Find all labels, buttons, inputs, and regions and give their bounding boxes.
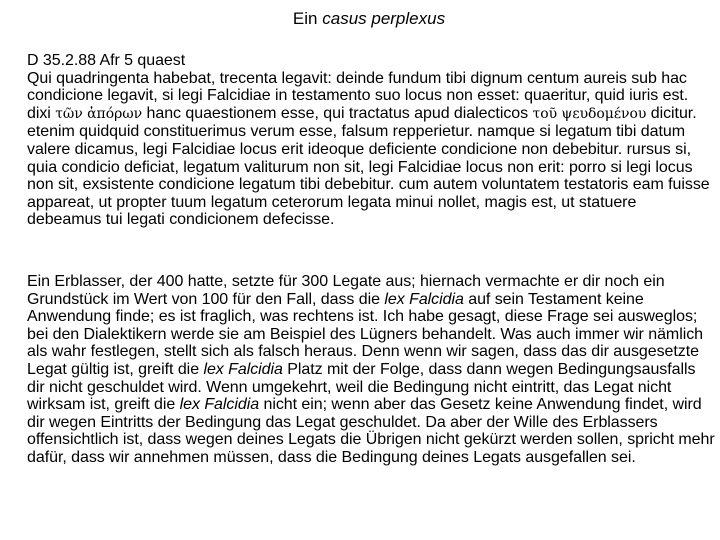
german-text-part2: auf sein Testament keine Anwendung finde; es ist fraglich, was rechtens ist. Ich habe gesagt, diese Frage sei ausweglos; bei den Dialektikern werde sie am Beispiel des Lügners behandelt. Was auch immer wir nämlich als wahr festlegen, stellt sich als falsch heraus. Denn wenn wir sagen, dass das dir ausgesetzte Legat gültig ist, greift die bbox=[27, 290, 704, 378]
german-text-part1: Ein Erblasser, der 400 hatte, setzte für 300 Legate aus; hiernach vermachte er dir noch ein Grundstück im Wert von 100 für den Fall, dass die bbox=[27, 273, 665, 308]
latin-text-part3: dicitur. etenim quidquid constituerimus verum esse, falsum repperietur. namque si legatum tibi datum valere dicamus, legi Falcidiae locus erit ideoque deficiente condicione non debebitur. rursus si, quia condicio deficiat, legatum valiturum non sit, legi Falcidiae locus non erit: porro si legi locus non sit, exsistente condicione legatum tibi debebitur. cum autem voluntatem testatoris eam fuisse appareat, ut propter tuum legatum ceterorum legata minui nollet, magis est, ut statuere debeamus tui legati condicionem defecisse. bbox=[27, 104, 710, 229]
lex-falcidia-term-2: lex Falcidia bbox=[203, 360, 283, 378]
greek-phrase-pseudomenou: τοῦ ψευδομένου bbox=[532, 105, 647, 122]
latin-source-block bbox=[27, 52, 715, 229]
lex-falcidia-term-1: lex Falcidia bbox=[384, 290, 464, 308]
latin-text-part2: hanc quaestionem esse, qui tractatus apud dialecticos bbox=[146, 104, 529, 122]
title-emphasis: casus perplexus bbox=[322, 9, 446, 28]
page-title bbox=[0, 9, 720, 29]
greek-phrase-aporon: τῶν ἀπόρων bbox=[55, 105, 143, 122]
latin-text bbox=[27, 70, 715, 229]
german-text bbox=[27, 273, 715, 467]
german-text-part3: Platz mit der Folge, dass dann wegen Bedingungsausfalls dir nicht geschuldet wird. Wenn umgekehrt, weil die Bedingung nicht eintritt, das Legat nicht wirksam ist, greift die bbox=[27, 360, 696, 414]
german-text-part4: nicht ein; wenn aber das Gesetz keine Anwendung findet, wird dir wegen Eintritts der Bedingung das Legat geschuldet. Da aber der Wille des Erblassers offensichtlich ist, dass wegen deines Legats die Übrigen nicht gekürzt werden sollen, spricht mehr dafür, dass wir annehmen müssen, dass die Bedingung deines Legats ausgefallen sei. bbox=[27, 396, 715, 466]
source-citation: D 35.2.88 Afr 5 quaest bbox=[27, 52, 186, 69]
lex-falcidia-term-3: lex Falcidia bbox=[179, 396, 260, 414]
german-translation-block bbox=[27, 273, 715, 467]
title-prefix: Ein bbox=[292, 9, 318, 28]
latin-text-part1: Qui quadringenta habebat, trecenta legavit: deinde fundum tibi dignum centum aureis sub hac condicione legavit, si legi Falcidiae in testamento suo locus non esset: quaeritur, quid iuris est. dixi bbox=[27, 69, 689, 122]
